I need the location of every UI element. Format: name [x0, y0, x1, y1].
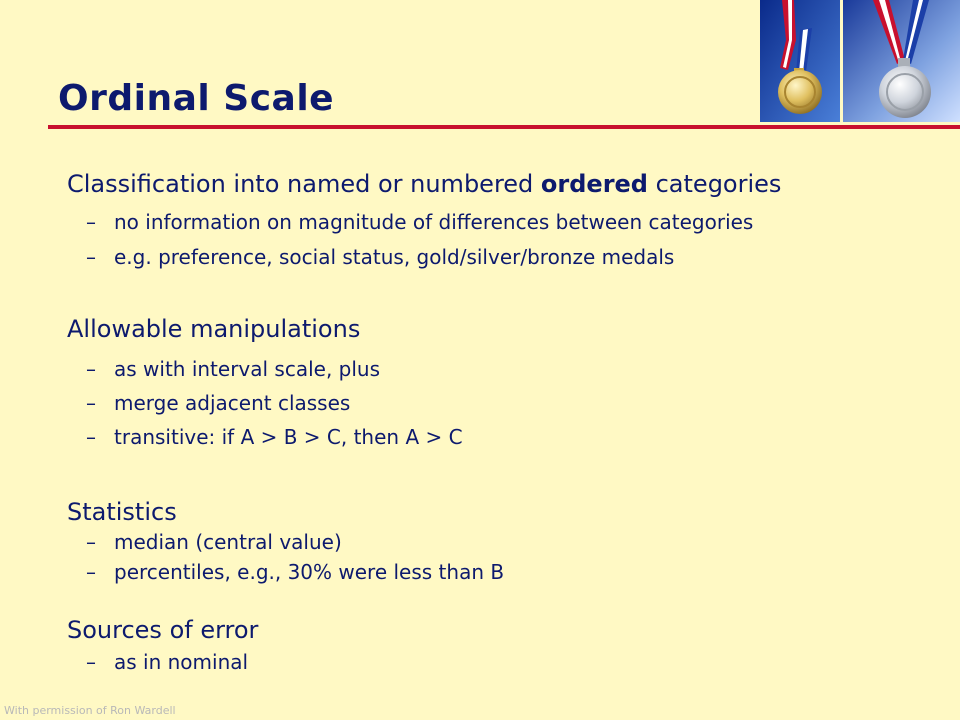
bullet-dash: –	[86, 245, 96, 269]
bullet	[86, 560, 504, 584]
bullet-text: median (central value)	[114, 530, 342, 554]
bullet	[86, 425, 463, 449]
bullet-text: transitive: if A > B > C, then A > C	[114, 425, 463, 449]
footer-credit: With permission of Ron Wardell	[4, 704, 176, 717]
bullet	[86, 357, 380, 381]
bullet	[86, 650, 248, 674]
heading-text-post: categories	[647, 170, 782, 198]
bullet-text: merge adjacent classes	[114, 391, 351, 415]
section-errors-heading: Sources of error	[67, 616, 259, 644]
bullet	[86, 210, 753, 234]
bullet-text: no information on magnitude of differences between categories	[114, 210, 754, 234]
heading-text-pre: Classification into named or numbered	[67, 170, 541, 198]
bullet-dash: –	[86, 391, 96, 415]
slide-title: Ordinal Scale	[58, 78, 335, 119]
bullet-text: as with interval scale, plus	[114, 357, 381, 381]
bullet-dash: –	[86, 425, 96, 449]
bullet-dash: –	[86, 210, 96, 234]
section-statistics-heading: Statistics	[67, 498, 177, 526]
bullet-text: e.g. preference, social status, gold/silver/bronze medals	[114, 245, 675, 269]
bullet-dash: –	[86, 357, 96, 381]
bullet-dash: –	[86, 650, 96, 674]
title-divider	[48, 125, 960, 129]
silver-medal-image	[843, 0, 960, 122]
section-manipulations-heading: Allowable manipulations	[67, 315, 361, 343]
gold-medal-image	[760, 0, 840, 122]
section-classification-heading	[67, 170, 781, 198]
bullet-text: as in nominal	[114, 650, 249, 674]
heading-text-bold: ordered	[540, 170, 648, 198]
bullet	[86, 391, 350, 415]
bullet-text: percentiles, e.g., 30% were less than B	[114, 560, 505, 584]
bullet-dash: –	[86, 530, 96, 554]
bullet	[86, 530, 342, 554]
bullet-dash: –	[86, 560, 96, 584]
bullet	[86, 245, 674, 269]
